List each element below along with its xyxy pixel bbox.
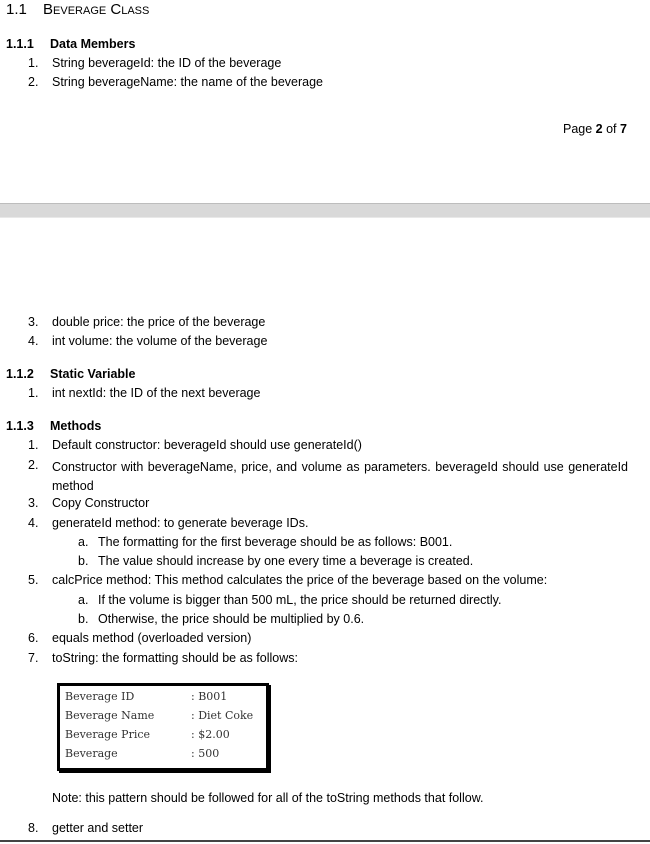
sub-list-item: b. The value should increase by one every time a beverage is created.	[78, 554, 474, 568]
list-item: 8. getter and setter	[28, 821, 144, 835]
subsection-heading-data-members	[6, 37, 135, 51]
list-item: 1. int nextId: the ID of the next beverage	[28, 386, 261, 400]
subsection-title: Data Members	[50, 37, 136, 51]
tostring-example-box	[57, 683, 269, 771]
list-item: 5. calcPrice method: This method calculates the price of the beverage based on the volume:	[28, 573, 548, 587]
page-number: Page 2 of 7	[563, 122, 627, 136]
page-bottom-edge	[0, 840, 650, 842]
list-item: 2. Constructor with beverageName, price, and volume as parameters. beverageId should use generateId method	[28, 458, 628, 493]
subsection-number: 1.1.1	[6, 37, 34, 51]
subsection-heading-methods: 1.1.3 Methods	[6, 419, 102, 433]
list-item: 3. double price: the price of the beverage	[28, 315, 266, 329]
list-item: 4. generateId method: to generate beverage IDs.	[28, 516, 309, 530]
section-number: 1.1	[6, 1, 27, 18]
subsection-heading-static-variable: 1.1.2 Static Variable	[6, 367, 136, 381]
sub-list-item: a. If the volume is bigger than 500 mL, the price should be returned directly.	[78, 593, 502, 607]
example-row: Beverage Name : Diet Coke	[65, 709, 254, 722]
list-item: 3. Copy Constructor	[28, 496, 150, 510]
list-item: 4. int volume: the volume of the beverage	[28, 334, 268, 348]
list-item: 7. toString: the formatting should be as follows:	[28, 651, 298, 665]
sub-list-item: a. The formatting for the first beverage should be as follows: B001.	[78, 535, 453, 549]
list-item: 2. String beverageName: the name of the beverage	[28, 75, 324, 89]
example-row: Beverage Price : $2.00	[65, 728, 230, 741]
list-item: 1. String beverageId: the ID of the beverage	[28, 56, 282, 70]
note-text: Note: this pattern should be followed for all of the toString methods that follow.	[52, 791, 484, 805]
list-item: 1. Default constructor: beverageId should use generateId()	[28, 438, 362, 452]
sub-list-item: b. Otherwise, the price should be multiplied by 0.6.	[78, 612, 365, 626]
section-heading	[6, 1, 149, 18]
section-title: Beverage Class	[43, 1, 150, 18]
page-break	[0, 203, 650, 218]
example-row: Beverage ID : B001	[65, 690, 228, 703]
list-item: 6. equals method (overloaded version)	[28, 631, 252, 645]
example-row: Beverage : 500	[65, 747, 220, 760]
